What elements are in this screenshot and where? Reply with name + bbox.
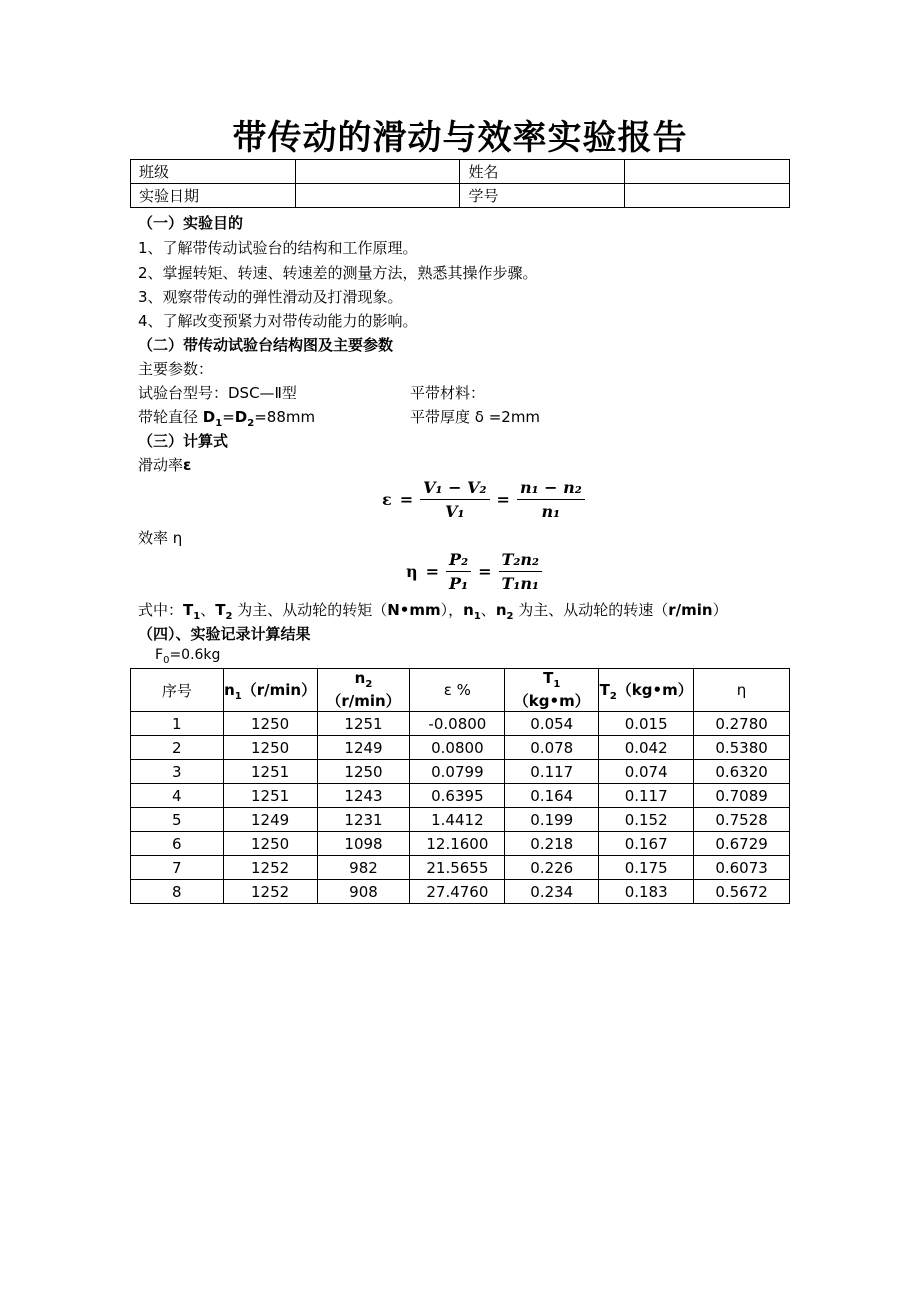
- formula-note: [138, 599, 728, 622]
- numerator: n₁ − n₂: [517, 478, 585, 500]
- table-cell: 1250: [317, 760, 410, 784]
- d1-subscript: 1: [215, 418, 223, 429]
- col-header-efficiency: η: [694, 669, 790, 712]
- n1-subscript: 1: [234, 690, 242, 702]
- note-text: ），: [440, 601, 464, 619]
- table-cell: 4: [131, 784, 224, 808]
- model-param: 试验台型号：DSC—Ⅱ型: [138, 384, 297, 402]
- section4-heading: （四）、实验记录计算结果: [138, 625, 311, 643]
- d1-symbol: D: [202, 408, 216, 426]
- table-cell: 0.234: [505, 880, 599, 904]
- objective-item: 2、掌握转矩、转速、转速差的测量方法，熟悉其操作步骤。: [138, 264, 538, 282]
- section3-heading: （三）计算式: [138, 432, 229, 450]
- table-cell: 1.4412: [410, 808, 505, 832]
- fraction: [499, 550, 543, 593]
- table-cell: 3: [131, 760, 224, 784]
- t1-subscript: 1: [553, 679, 561, 690]
- table-cell: 1251: [223, 760, 317, 784]
- f0-value: =0.6kg: [169, 647, 221, 663]
- table-cell: 0.199: [505, 808, 599, 832]
- n2-subscript: 2: [365, 679, 373, 690]
- section2-heading: （二）带传动试验台结构图及主要参数: [138, 336, 394, 354]
- table-cell: 0.2780: [694, 712, 790, 736]
- table-row: [131, 784, 790, 808]
- table-cell: 1252: [223, 856, 317, 880]
- n1-unit: （r/min）: [241, 680, 317, 699]
- table-cell: 12.1600: [410, 832, 505, 856]
- f0-symbol: F: [155, 647, 164, 663]
- table-cell: 0.218: [505, 832, 599, 856]
- col-header-n2: [317, 669, 410, 712]
- table-cell: 1250: [223, 712, 317, 736]
- t2-subscript: 2: [609, 690, 617, 702]
- t2-symbol: T: [599, 680, 610, 699]
- class-label: 班级: [131, 160, 296, 184]
- table-row: [131, 832, 790, 856]
- fraction: [446, 550, 471, 593]
- table-row: [131, 808, 790, 832]
- table-cell: 0.152: [599, 808, 694, 832]
- results-table: [130, 668, 790, 904]
- table-cell: 0.183: [599, 880, 694, 904]
- table-row: [131, 760, 790, 784]
- table-cell: 0.6729: [694, 832, 790, 856]
- table-cell: 0.015: [599, 712, 694, 736]
- formula-equals: =: [399, 490, 414, 509]
- objective-item: 4、了解改变预紧力对带传动能力的影响。: [138, 312, 418, 330]
- col-header-t2: [599, 669, 694, 712]
- table-cell: 21.5655: [410, 856, 505, 880]
- table-cell: 0.7089: [694, 784, 790, 808]
- table-row: [131, 712, 790, 736]
- table-cell: 27.4760: [410, 880, 505, 904]
- d2-symbol: D: [234, 408, 248, 426]
- objective-item: 1、了解带传动试验台的结构和工作原理。: [138, 239, 418, 257]
- col-header-t1: [505, 669, 599, 712]
- torque-unit: N•mm: [387, 601, 441, 619]
- table-cell: 0.6320: [694, 760, 790, 784]
- separator: 、: [480, 601, 496, 619]
- table-row: [131, 736, 790, 760]
- formula-equals: =: [496, 490, 510, 509]
- separator: 、: [200, 601, 216, 619]
- denominator: n₁: [541, 502, 561, 521]
- info-row: [131, 184, 790, 208]
- thickness-param: 平带厚度 δ =2mm: [410, 408, 541, 426]
- table-cell: 5: [131, 808, 224, 832]
- table-cell: 8: [131, 880, 224, 904]
- n1-symbol: n: [224, 680, 235, 699]
- formula-lhs: ε: [382, 490, 392, 509]
- table-cell: 0.226: [505, 856, 599, 880]
- t2-subscript: 2: [225, 611, 233, 622]
- table-cell: 6: [131, 832, 224, 856]
- col-header-n1: [223, 669, 317, 712]
- table-cell: 0.0799: [410, 760, 505, 784]
- t-symbol: T: [183, 601, 194, 619]
- table-cell: 1: [131, 712, 224, 736]
- table-cell: 0.117: [599, 784, 694, 808]
- table-cell: 0.7528: [694, 808, 790, 832]
- table-cell: 0.078: [505, 736, 599, 760]
- col-header-slip: ε %: [410, 669, 505, 712]
- n1-subscript: 1: [473, 611, 481, 622]
- table-header-row: [131, 669, 790, 712]
- numerator: P₂: [446, 550, 471, 572]
- denominator: P₁: [449, 574, 469, 593]
- student-id-value-cell[interactable]: [625, 184, 790, 208]
- diameter-prefix: 带轮直径: [138, 408, 203, 426]
- table-cell: 908: [317, 880, 410, 904]
- table-cell: 1251: [223, 784, 317, 808]
- student-info-table: [130, 159, 790, 208]
- formula-lhs: η: [406, 562, 418, 581]
- equals-sign: =: [222, 408, 235, 426]
- note-text: 为主、从动轮的转速（: [513, 601, 669, 619]
- table-cell: 7: [131, 856, 224, 880]
- table-cell: 0.5380: [694, 736, 790, 760]
- class-value-cell[interactable]: [295, 160, 460, 184]
- d2-subscript: 2: [247, 418, 255, 429]
- slip-label-line: [138, 454, 191, 475]
- name-label: 姓名: [460, 160, 625, 184]
- efficiency-label: 效率 η: [138, 529, 183, 547]
- numerator: V₁ − V₂: [420, 478, 489, 500]
- date-value-cell[interactable]: [295, 184, 460, 208]
- table-cell: 0.042: [599, 736, 694, 760]
- table-cell: 0.0800: [410, 736, 505, 760]
- table-cell: 0.074: [599, 760, 694, 784]
- speed-unit: r/min: [668, 601, 713, 619]
- n2-symbol: n: [354, 669, 366, 687]
- table-cell: 2: [131, 736, 224, 760]
- f0-subscript: 0: [163, 654, 170, 666]
- table-cell: 1098: [317, 832, 410, 856]
- note-end: ）: [712, 601, 728, 619]
- table-row: [131, 856, 790, 880]
- n-symbol: n: [463, 601, 474, 619]
- note-text: 为主、从动轮的转矩（: [232, 601, 388, 619]
- fraction: [517, 478, 585, 521]
- col-header-no: 序号: [131, 669, 224, 712]
- name-value-cell[interactable]: [625, 160, 790, 184]
- denominator: V₁: [445, 502, 465, 521]
- efficiency-formula: [402, 550, 545, 593]
- table-cell: 1231: [317, 808, 410, 832]
- diameter-value: =88mm: [254, 408, 316, 426]
- numerator: T₂n₂: [499, 550, 543, 572]
- table-cell: 0.164: [505, 784, 599, 808]
- formula-equals: =: [478, 562, 492, 581]
- t1-subscript: 1: [193, 611, 201, 622]
- table-cell: 982: [317, 856, 410, 880]
- table-cell: 1243: [317, 784, 410, 808]
- table-cell: 1251: [317, 712, 410, 736]
- diameter-param: [138, 406, 315, 429]
- table-cell: -0.0800: [410, 712, 505, 736]
- params-label: 主要参数：: [138, 360, 214, 378]
- table-cell: 0.054: [505, 712, 599, 736]
- info-row: [131, 160, 790, 184]
- n2-subscript: 2: [506, 611, 514, 622]
- table-cell: 0.5672: [694, 880, 790, 904]
- table-cell: 1250: [223, 736, 317, 760]
- t2-unit: （kg•m）: [616, 680, 693, 699]
- n2-unit: （r/min）: [326, 692, 401, 710]
- slip-symbol: ε: [183, 456, 192, 474]
- table-cell: 0.6395: [410, 784, 505, 808]
- objective-item: 3、观察带传动的弹性滑动及打滑现象。: [138, 288, 403, 306]
- table-cell: 0.117: [505, 760, 599, 784]
- slip-formula: [378, 478, 588, 521]
- table-cell: 0.175: [599, 856, 694, 880]
- t-symbol: T: [215, 601, 226, 619]
- results-body: [131, 712, 790, 904]
- formula-equals: =: [425, 562, 440, 581]
- table-cell: 0.6073: [694, 856, 790, 880]
- t1-unit: （kg•m）: [513, 692, 590, 710]
- section1-heading: （一）实验目的: [138, 214, 244, 232]
- note-prefix: 式中：: [138, 601, 184, 619]
- student-id-label: 学号: [460, 184, 625, 208]
- slip-label: 滑动率: [138, 456, 184, 474]
- material-param: 平带材料：: [410, 384, 486, 402]
- date-label: 实验日期: [131, 184, 296, 208]
- t1-symbol: T: [543, 669, 554, 687]
- denominator: T₁n₁: [501, 574, 540, 593]
- table-cell: 0.167: [599, 832, 694, 856]
- report-title: 带传动的滑动与效率实验报告: [232, 118, 688, 158]
- table-row: [131, 880, 790, 904]
- preload-force: [155, 647, 220, 666]
- table-cell: 1249: [317, 736, 410, 760]
- fraction: [420, 478, 489, 521]
- table-cell: 1250: [223, 832, 317, 856]
- table-cell: 1249: [223, 808, 317, 832]
- n-symbol: n: [495, 601, 507, 619]
- table-cell: 1252: [223, 880, 317, 904]
